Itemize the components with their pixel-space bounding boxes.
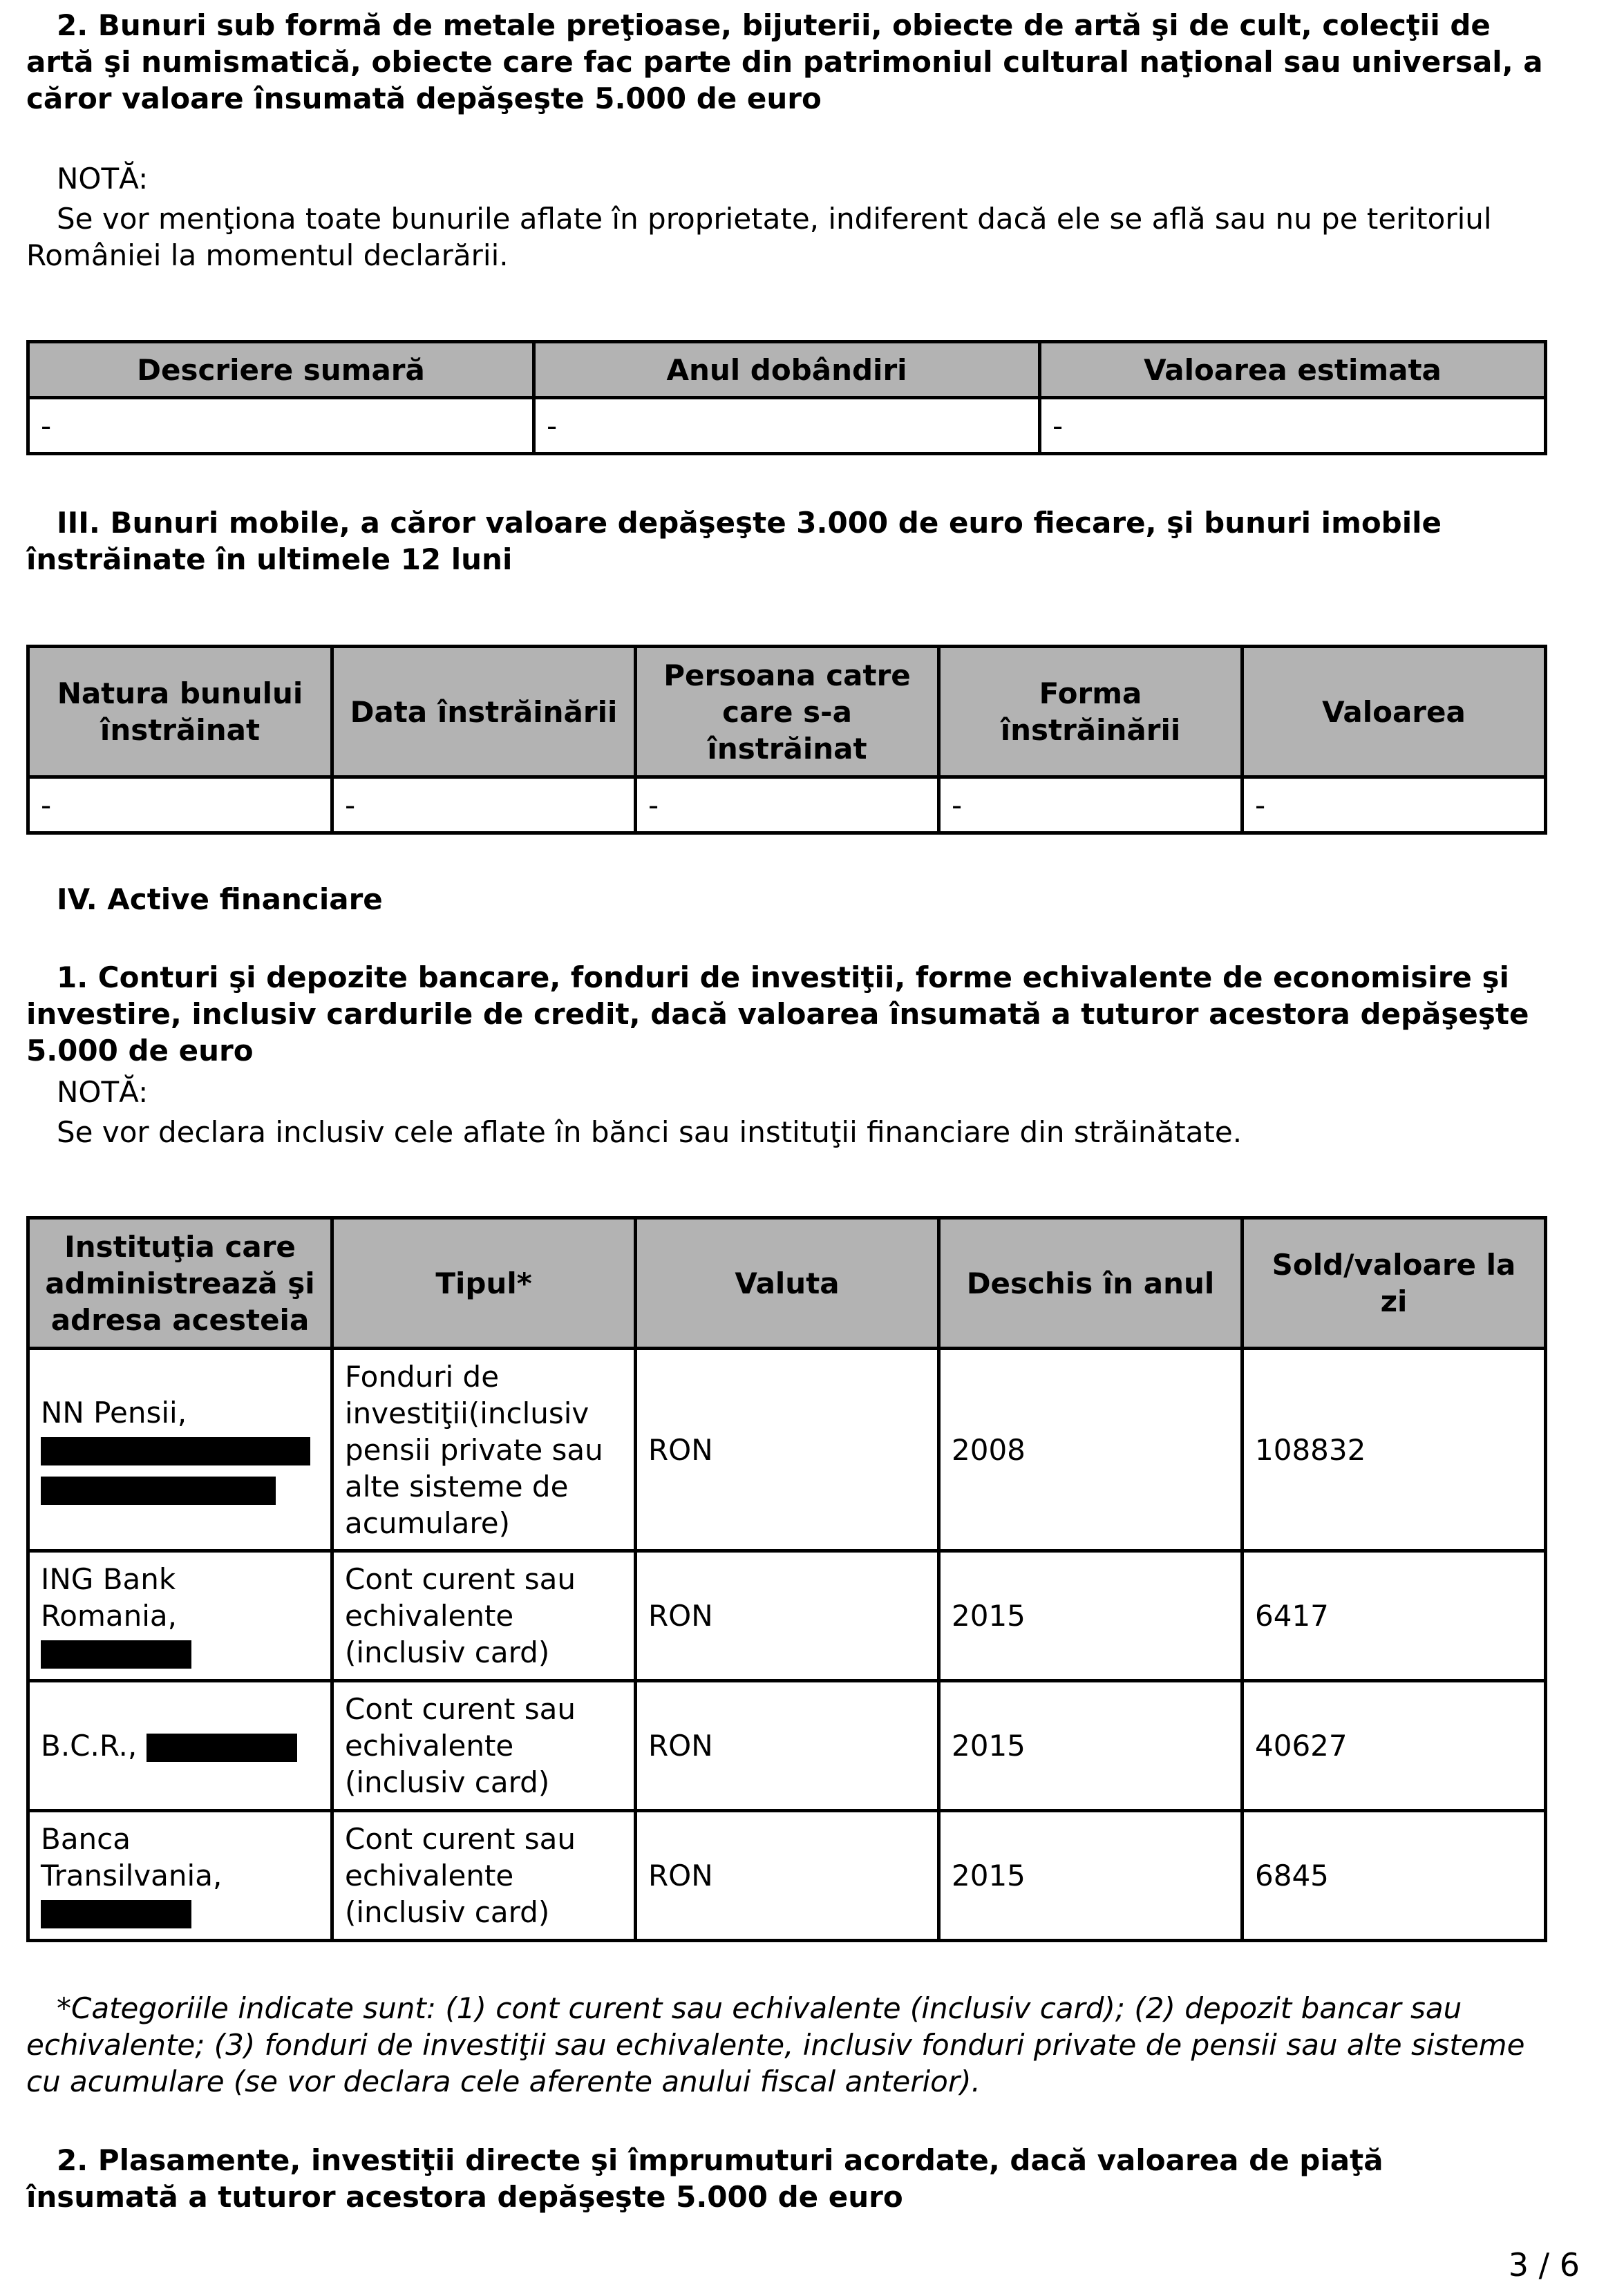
table-row xyxy=(28,1811,1546,1941)
table-cell: - xyxy=(939,777,1243,833)
balance-cell: 6845 xyxy=(1243,1811,1546,1941)
institution-name: ING Bank Romania, xyxy=(41,1562,178,1633)
section2-note-label: NOTĂ: xyxy=(57,162,149,196)
table-cell: - xyxy=(28,777,332,833)
type-cell: Cont curent sau echivalente (inclusiv card) xyxy=(332,1681,636,1811)
section2-note-text: Se vor menţiona toate bunurile aflate în proprietate, indiferent dacă ele se află sau nu pe teritoriul României la momentul declarării. xyxy=(26,202,1492,272)
type-cell: Cont curent sau echivalente (inclusiv card) xyxy=(332,1811,636,1941)
redacted-address xyxy=(147,1734,297,1762)
table-header-row xyxy=(28,647,1546,777)
balance-cell: 108832 xyxy=(1243,1349,1546,1551)
table-row xyxy=(28,1681,1546,1811)
currency-cell: RON xyxy=(636,1811,939,1941)
section4-note-text: Se vor declara inclusiv cele aflate în bănci sau instituţii financiare din străinătate. xyxy=(57,1115,1243,1149)
year-cell: 2008 xyxy=(939,1349,1243,1551)
redacted-address xyxy=(41,1437,310,1465)
table-row xyxy=(28,777,1546,833)
section2-heading: 2. Bunuri sub formă de metale preţioase, bijuterii, obiecte de artă şi de cult, colecţii de artă şi numismatică, obiecte care fac parte din patrimoniul cultural naţional sau universal, a căror valoare însumată depăşeşte 5.000 de euro xyxy=(26,8,1543,115)
redacted-address xyxy=(41,1900,191,1928)
col-header-recipient: Persoana catre care s-a înstrăinat xyxy=(636,647,939,777)
col-header-opened-year: Deschis în anul xyxy=(939,1218,1243,1349)
col-header-type: Tipul* xyxy=(332,1218,636,1349)
redacted-address xyxy=(41,1640,191,1669)
table-cell: - xyxy=(534,398,1040,454)
col-header-year-acquired: Anul dobândiri xyxy=(534,342,1040,398)
table-row xyxy=(28,398,1546,454)
col-header-balance: Sold/valoare la zi xyxy=(1243,1218,1546,1349)
currency-cell: RON xyxy=(636,1551,939,1681)
table-footnote: *Categoriile indicate sunt: (1) cont curent sau echivalente (inclusiv card); (2) depozit bancar sau echivalente; (3) fonduri de investiţii sau echivalente, inclusiv fonduri private de pensii sau alte sisteme cu acumulare (se vor declara cele aferente anului fiscal anterior). xyxy=(26,1991,1525,2098)
precious-goods-table xyxy=(26,340,1547,455)
institution-cell xyxy=(28,1349,332,1551)
institution-cell xyxy=(28,1811,332,1941)
section4-sub1-heading: 1. Conturi şi depozite bancare, fonduri de investiţii, forme echivalente de economisire şi investire, inclusiv cardurile de credit, dacă valoarea însumată a tuturor acestora depăşeşte 5.000 de euro xyxy=(26,960,1529,1068)
balance-cell: 6417 xyxy=(1243,1551,1546,1681)
institution-name: Banca Transilvania, xyxy=(41,1822,223,1892)
section4-title: IV. Active financiare xyxy=(57,882,383,916)
page-number: 3 / 6 xyxy=(1508,2246,1580,2284)
financial-accounts-table xyxy=(26,1216,1547,1942)
institution-cell xyxy=(28,1551,332,1681)
col-header-description: Descriere sumară xyxy=(28,342,534,398)
table-cell: - xyxy=(28,398,534,454)
section4-sub2-heading: 2. Plasamente, investiţii directe şi împrumuturi acordate, dacă valoarea de piaţă însumată a tuturor acestora depăşeşte 5.000 de euro xyxy=(26,2143,1383,2214)
table-row xyxy=(28,1349,1546,1551)
currency-cell: RON xyxy=(636,1681,939,1811)
balance-cell: 40627 xyxy=(1243,1681,1546,1811)
col-header-alienation-form: Forma înstrăinării xyxy=(939,647,1243,777)
table-cell: - xyxy=(636,777,939,833)
table-header-row xyxy=(28,342,1546,398)
institution-cell xyxy=(28,1681,332,1811)
table-cell: - xyxy=(1040,398,1546,454)
institution-name: NN Pensii, xyxy=(41,1396,187,1430)
col-header-asset-nature: Natura bunului înstrăinat xyxy=(28,647,332,777)
col-header-value: Valoarea xyxy=(1243,647,1546,777)
col-header-institution: Instituţia care administrează şi adresa acesteia xyxy=(28,1218,332,1349)
year-cell: 2015 xyxy=(939,1551,1243,1681)
table-header-row xyxy=(28,1218,1546,1349)
type-cell: Fonduri de investiţii(inclusiv pensii private sau alte sisteme de acumulare) xyxy=(332,1349,636,1551)
table-cell: - xyxy=(1243,777,1546,833)
alienated-goods-table xyxy=(26,645,1547,835)
section3-heading: III. Bunuri mobile, a căror valoare depăşeşte 3.000 de euro fiecare, şi bunuri imobile înstrăinate în ultimele 12 luni xyxy=(26,506,1442,576)
section4-note-label: NOTĂ: xyxy=(57,1075,149,1109)
col-header-alienation-date: Data înstrăinării xyxy=(332,647,636,777)
table-cell: - xyxy=(332,777,636,833)
redacted-address xyxy=(41,1477,276,1505)
institution-name: B.C.R., xyxy=(41,1729,138,1763)
year-cell: 2015 xyxy=(939,1681,1243,1811)
type-cell: Cont curent sau echivalente (inclusiv card) xyxy=(332,1551,636,1681)
table-row xyxy=(28,1551,1546,1681)
year-cell: 2015 xyxy=(939,1811,1243,1941)
col-header-currency: Valuta xyxy=(636,1218,939,1349)
col-header-estimated-value: Valoarea estimata xyxy=(1040,342,1546,398)
currency-cell: RON xyxy=(636,1349,939,1551)
